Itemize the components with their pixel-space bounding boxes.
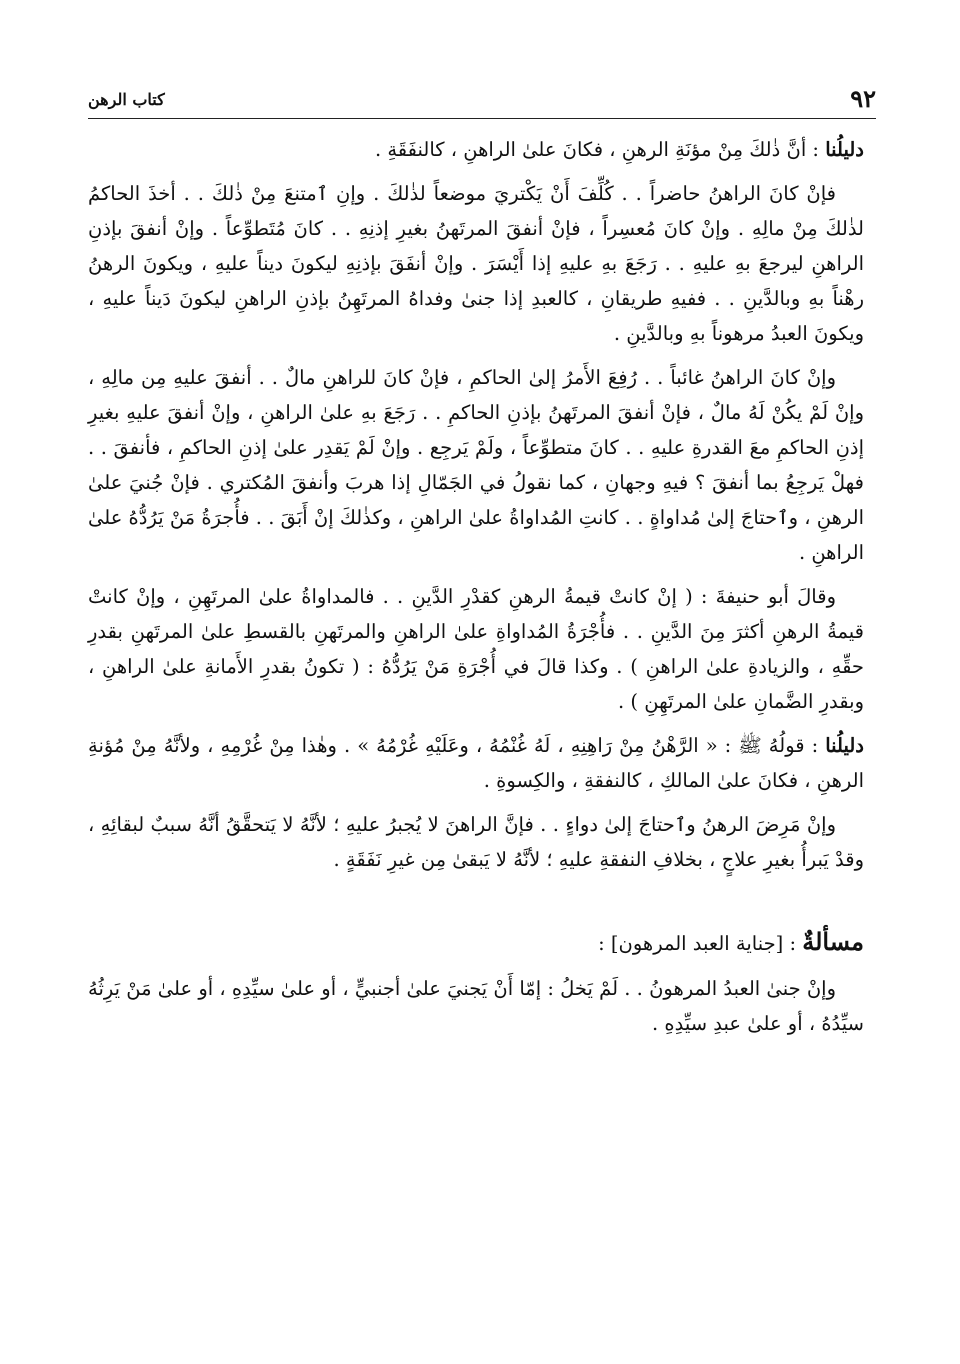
header-rule xyxy=(88,118,876,119)
paragraph-text: وإنْ جنىٰ العبدُ المرهونُ . . لَمْ يَخلُ : إمّا أَنْ يَجنيَ علىٰ أجنبيٍّ ، أو علىٰ سيِّدِهِ ، أو علىٰ مَنْ يَرِثُهُ سيِّدُهُ ، أو علىٰ عبدِ سيِّدِهِ . xyxy=(88,977,864,1035)
paragraph-text: وقالَ أبو حنيفةَ : ( إنْ كانتْ قيمةُ الرهنِ كقدْرِ الدَّينِ . . فالمداواةُ علىٰ المرتَهِنِ ، وإنْ كانتْ قيمةُ الرهنِ أكثرَ مِنَ الدَّينِ . . فأُجْرَةُ المُداواةِ علىٰ الراهنِ والمرتَهنِ بالقسطِ علىٰ المرتَهنِ بقدرِ حقِّهِ ، والزيادةِ علىٰ الراهنِ ) . وكذا قالَ في أُجْرَةِ مَنْ يَرُدُّهُ : ( تكونُ بقدرِ الأَمانةِ علىٰ الراهنِ ، وبقدرِ الضَّمانِ علىٰ المرتَهِنِ ) . xyxy=(88,585,864,713)
lead-word: دليلُنا xyxy=(825,734,864,757)
lead-word: دليلُنا xyxy=(825,138,864,161)
paragraph-text: : قولُهُ ﷺ : « الرَّهْنُ مِنْ رَاهِنِهِ ، لَهُ غُنْمُهُ ، وعَلَيْهِ غُرْمُهُ » . وهٰذا مِنْ غُرْمِهِ ، ولأنَّهُ مِنْ مُؤنةِ الرهنِ ، فكانَ علىٰ المالكِ ، كالنفقةِ ، والكِسوةِ . xyxy=(88,734,864,792)
paragraph-illness xyxy=(88,807,864,877)
paragraph-issue xyxy=(88,971,864,1041)
paragraph-evidence-2 xyxy=(88,728,864,798)
running-title: كتاب الرهن xyxy=(88,90,165,109)
page-header xyxy=(88,84,876,118)
paragraph-present-owner xyxy=(88,176,864,351)
paragraph-abu-hanifa xyxy=(88,579,864,719)
section-gap xyxy=(88,886,864,912)
paragraph-absent-owner xyxy=(88,360,864,570)
paragraph-evidence-1 xyxy=(88,132,864,167)
issue-title: : [جناية العبد المرهون] : xyxy=(598,932,803,955)
paragraph-text: وإنْ مَرِضَ الرهنُ وٱحتاجَ إلىٰ دواءٍ . . فإنَّ الراهنَ لا يُجبرُ عليهِ ؛ لأنَّهُ لا يَتحقَّقُ أنَّهُ سببٌ لبقائِهِ ، وقدْ يَبرأُ بغيرِ علاجٍ ، بخلافِ النفقةِ عليهِ ؛ لأنَّهُ لا يَبقىٰ مِن غيرِ نَفَقَةٍ . xyxy=(88,813,864,871)
paragraph-text: فإنْ كانَ الراهنُ حاضراً . . كُلِّفَ أَنْ يَكْتريَ موضعاً لذٰلكَ . وإنِ ٱمتنعَ مِنْ ذٰلكَ . . أخذَ الحاكمُ لذٰلكَ مِنْ مالِهِ . وإنْ كانَ مُعسِراً ، فإنْ أنفقَ المرتَهنُ بغيرِ إذنِهِ . . كانَ مُتَطوِّعاً . وإنْ أنفقَ بإذنِ الراهنِ ليرجعَ بهِ عليهِ . . رَجَعَ بهِ عليهِ إذا أَيْسَرَ . وإنْ أنفَقَ بإذنِهِ ليكونَ ديناً عليهِ ، ويكونَ الرهنُ رهْناً بهِ وبالدَّينِ . . ففيهِ طريقانِ ، كالعبدِ إذا جنىٰ وفداهُ المرتَهِنُ بإذنِ الراهنِ ليكونَ دَيناً عليهِ ، ويكونَ العبدُ مرهوناً بهِ وبالدَّينِ . xyxy=(88,182,864,345)
issue-label: مسألةٌ xyxy=(802,927,864,956)
page-body xyxy=(88,132,864,1050)
issue-heading xyxy=(88,924,864,961)
page-number: ٩٢ xyxy=(850,84,876,113)
paragraph-text: : أنَّ ذٰلكَ مِنْ مؤنَةِ الرهنِ ، فكانَ علىٰ الراهنِ ، كالنفَقَةِ . xyxy=(374,138,826,161)
paragraph-text: وإنْ كانَ الراهنُ غائباً . . رُفِعَ الأَمرُ إلىٰ الحاكمِ ، فإنْ كانَ للراهنِ مالٌ . . أنفقَ عليهِ مِن مالِهِ ، وإنْ لَمْ يكُنْ لَهُ مالٌ ، فإنْ أنفقَ المرتَهنُ بإذنِ الحاكمِ . . رَجَعَ بهِ علىٰ الراهنِ ، وإنْ أنفقَ عليهِ بغيرِ إذنِ الحاكمِ معَ القدرةِ عليهِ . . كانَ متطوِّعاً ، ولَمْ يَرجِع . وإنْ لَمْ يَقدِر علىٰ إذنِ الحاكمِ ، فأنفقَ . . فهلْ يَرجِعُ بما أنفقَ ؟ فيهِ وجهانِ ، كما نقولُ في الجَمّالِ إذا هربَ وأنفقَ المُكتري . فإنْ جُنيَ علىٰ الرهنِ ، وٱحتاجَ إلىٰ مُداواةٍ . . كانتِ المُداواةُ علىٰ الراهنِ ، وكذٰلكَ إنْ أَبَقَ . . فأُجرَةُ مَنْ يَرُدُّهُ علىٰ الراهنِ . xyxy=(88,366,864,564)
